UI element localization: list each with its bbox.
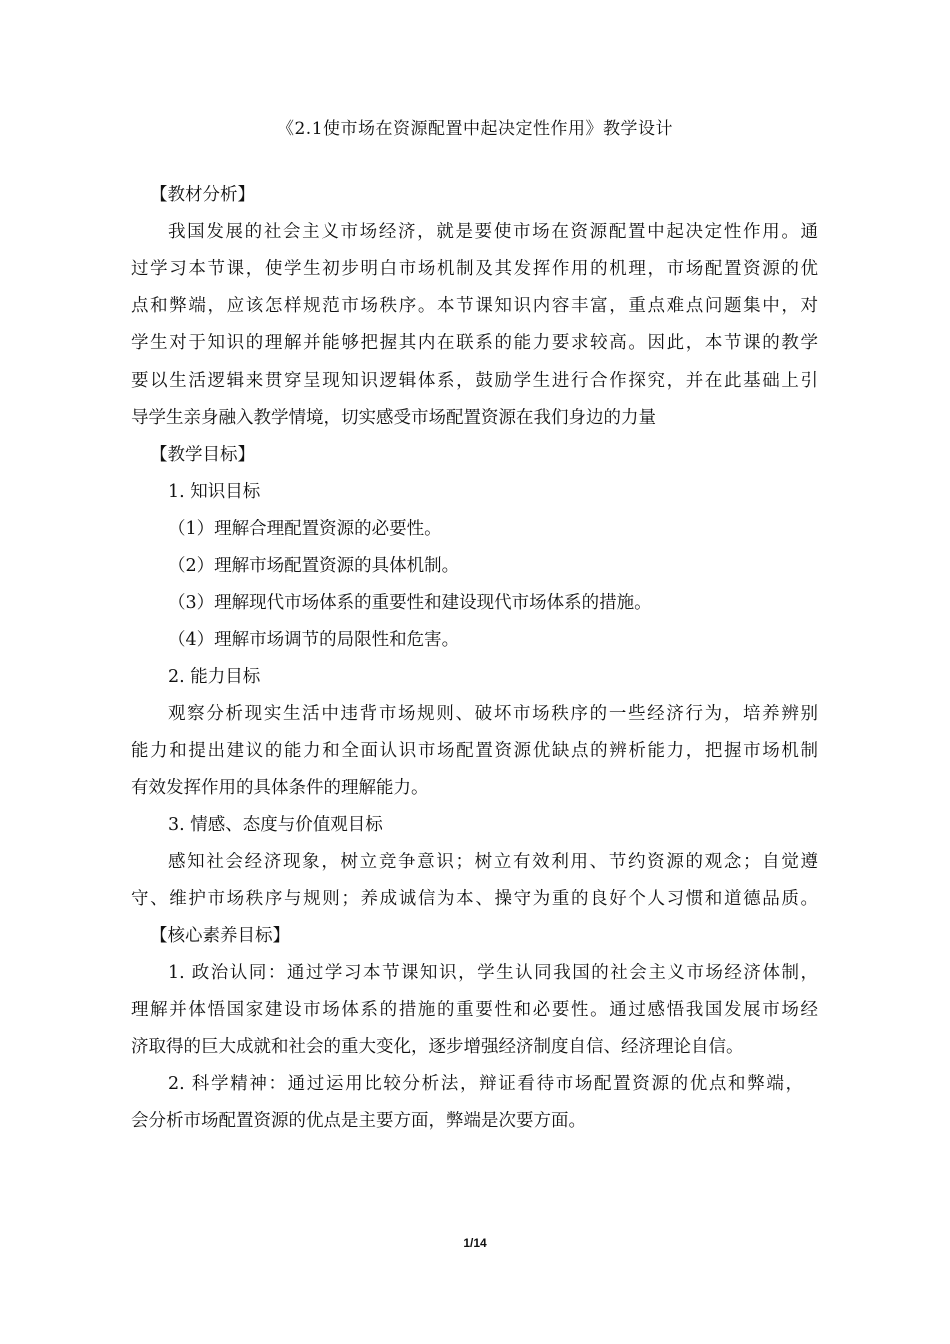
goal-heading-knowledge: 1. 知识目标 [168, 482, 261, 502]
goal-heading-emotion: 3. 情感、态度与价值观目标 [168, 815, 383, 835]
paragraph-line: 我国发展的社会主义市场经济，就是要使市场在资源配置中起决定性作用。通 [168, 222, 818, 242]
list-item: （1）理解合理配置资源的必要性。 [168, 519, 442, 539]
paragraph-line: 要以生活逻辑来贯穿呈现知识逻辑体系，鼓励学生进行合作探究，并在此基础上引 [131, 371, 818, 391]
paragraph-line: 1. 政治认同：通过学习本节课知识，学生认同我国的社会主义市场经济体制， [168, 963, 818, 983]
section-heading-teaching-goals: 【教学目标】 [150, 445, 255, 465]
paragraph-line: 守、维护市场秩序与规则；养成诚信为本、操守为重的良好个人习惯和道德品质。 [131, 889, 818, 909]
paragraph-line: 点和弊端，应该怎样规范市场秩序。本节课知识内容丰富，重点难点问题集中，对 [131, 296, 818, 316]
paragraph-line: 导学生亲身融入教学情境，切实感受市场配置资源在我们身边的力量 [131, 408, 656, 428]
paragraph-line: 有效发挥作用的具体条件的理解能力。 [131, 778, 429, 798]
section-heading-core-literacy: 【核心素养目标】 [150, 926, 290, 946]
paragraph-line: 感知社会经济现象，树立竞争意识；树立有效利用、节约资源的观念；自觉遵 [168, 852, 818, 872]
list-item: （3）理解现代市场体系的重要性和建设现代市场体系的措施。 [168, 593, 652, 613]
list-item: （2）理解市场配置资源的具体机制。 [168, 556, 460, 576]
goal-heading-ability: 2. 能力目标 [168, 667, 261, 687]
paragraph-line: 济取得的巨大成就和社会的重大变化，逐步增强经济制度自信、经济理论自信。 [131, 1037, 744, 1057]
list-item: （4）理解市场调节的局限性和危害。 [168, 630, 460, 650]
paragraph-line: 观察分析现实生活中违背市场规则、破坏市场秩序的一些经济行为，培养辨别 [168, 704, 818, 724]
paragraph-line: 学生对于知识的理解并能够把握其内在联系的能力要求较高。因此，本节课的教学 [131, 333, 818, 353]
paragraph-line: 过学习本节课，使学生初步明白市场机制及其发挥作用的机理，市场配置资源的优 [131, 259, 818, 279]
paragraph-line: 2. 科学精神：通过运用比较分析法，辩证看待市场配置资源的优点和弊端， [168, 1074, 803, 1094]
paragraph-line: 会分析市场配置资源的优点是主要方面，弊端是次要方面。 [131, 1111, 586, 1131]
paragraph-line: 能力和提出建议的能力和全面认识市场配置资源优缺点的辨析能力，把握市场机制 [131, 741, 818, 761]
document-title: 《2.1使市场在资源配置中起决定性作用》教学设计 [276, 119, 674, 139]
paragraph-line: 理解并体悟国家建设市场体系的措施的重要性和必要性。通过感悟我国发展市场经 [131, 1000, 818, 1020]
section-heading-textbook-analysis: 【教材分析】 [150, 185, 255, 205]
page-number: 1/14 [463, 1236, 487, 1250]
